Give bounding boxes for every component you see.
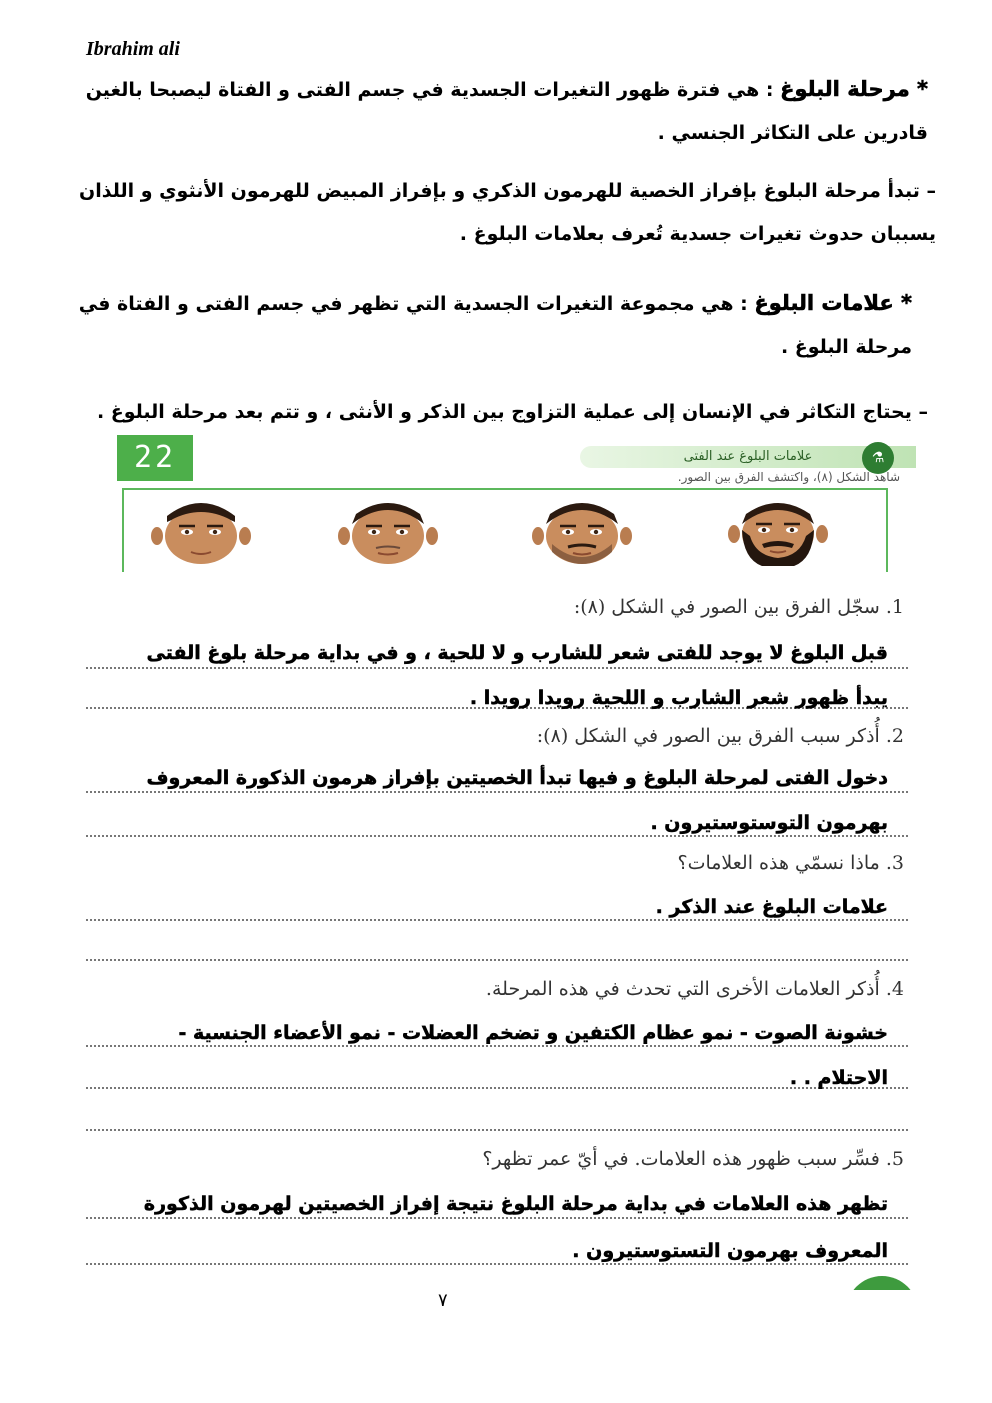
definition-term: * مرحلة البلوغ — [780, 77, 928, 101]
stubble-beard-face-icon — [518, 496, 646, 566]
definition-text: : هي مجموعة التغيرات الجسدية التي تظهر في جسم الفتى و الفتاة في مرحلة البلوغ . — [78, 293, 912, 358]
question-5-prompt: 5. فسِّر سبب ظهور هذه العلامات. في أيّ عمر تظهر؟ — [482, 1148, 904, 1170]
definition-puberty-signs — [72, 282, 912, 369]
definition-text: : هي فترة ظهور التغيرات الجسدية في جسم الفتى و الفتاة ليصبحا بالغين قادرين على التكاثر الجنسي . — [85, 79, 928, 144]
definition-text: – تبدأ مرحلة البلوغ بإفراز الخصية للهرمون الذكري و بإفراز المبيض للهرمون الأنثوي و اللذان يسببان حدوث تغيرات جسدية تُعرف بعلامات البلوغ . — [78, 180, 936, 245]
answer-line — [86, 1216, 908, 1219]
answer-line — [86, 958, 908, 961]
figure-banner-title: علامات البلوغ عند الفتى — [580, 446, 916, 468]
textbook-page-badge: 22 — [117, 435, 193, 481]
answer-line — [86, 1262, 908, 1265]
decorative-green-corner — [846, 1276, 918, 1290]
question-5-answer-line-2: المعروف بهرمون التستوستيرون . — [572, 1240, 888, 1262]
question-2-answer-line-2: بهرمون التوستوستيرون . — [650, 812, 888, 834]
no-facial-hair-face-icon — [137, 496, 265, 566]
answer-line — [86, 790, 908, 793]
answer-line — [86, 1044, 908, 1047]
question-1-answer-line-2: يبدأ ظهور شعر الشارب و اللحية رويدا رويدا . — [469, 687, 888, 709]
question-4-prompt: 4. أُذكر العلامات الأخرى التي تحدث في هذه المرحلة. — [485, 978, 904, 1000]
figure-instruction: شاهد الشكل (٨)، واكتشف الفرق بين الصور. — [677, 470, 900, 484]
answer-line — [86, 1086, 908, 1089]
answer-line — [86, 1128, 908, 1131]
definition-term: * علامات البلوغ — [754, 291, 912, 315]
question-3-answer-line-1: علامات البلوغ عند الذكر . — [655, 896, 888, 918]
question-4-answer-line-2: الاحتلام . . — [789, 1067, 888, 1089]
author-name: Ibrahim ali — [86, 38, 180, 60]
page-number: ٧ — [438, 1290, 448, 1311]
question-2-answer-line-1: دخول الفتى لمرحلة البلوغ و فيها تبدأ الخصيتين بإفراز هرمون الذكورة المعروف — [146, 767, 888, 789]
puberty-hormones-note — [56, 170, 936, 256]
question-4-answer-line-1: خشونة الصوت - نمو عظام الكتفين و تضخم العضلات - نمو الأعضاء الجنسية - — [178, 1022, 888, 1044]
question-1-answer-line-1: قبل البلوغ لا يوجد للفتى شعر للشارب و لا للحية ، و في بداية مرحلة بلوغ الفتى — [146, 642, 888, 664]
answer-line — [86, 834, 908, 837]
light-mustache-face-icon — [324, 496, 452, 566]
answer-line — [86, 666, 908, 669]
question-3-prompt: 3. ماذا نسمّي هذه العلامات؟ — [677, 852, 904, 874]
question-2-prompt: 2. أُذكر سبب الفرق بين الصور في الشكل (٨): — [536, 725, 904, 747]
definition-puberty-stage — [68, 68, 928, 155]
answer-line — [86, 918, 908, 921]
flask-icon: ⚗ — [862, 442, 894, 474]
question-1-prompt: 1. سجّل الفرق بين الصور في الشكل (٨): — [573, 596, 904, 618]
reproduction-note — [58, 391, 928, 434]
definition-text: – يحتاج التكاثر في الإنسان إلى عملية التزاوج بين الذكر و الأنثى ، و تتم بعد مرحلة البلوغ . — [96, 401, 928, 423]
full-beard-face-icon — [714, 496, 842, 566]
question-5-answer-line-1: تظهر هذه العلامات في بداية مرحلة البلوغ نتيجة إفراز الخصيتين لهرمون الذكورة — [143, 1193, 888, 1215]
